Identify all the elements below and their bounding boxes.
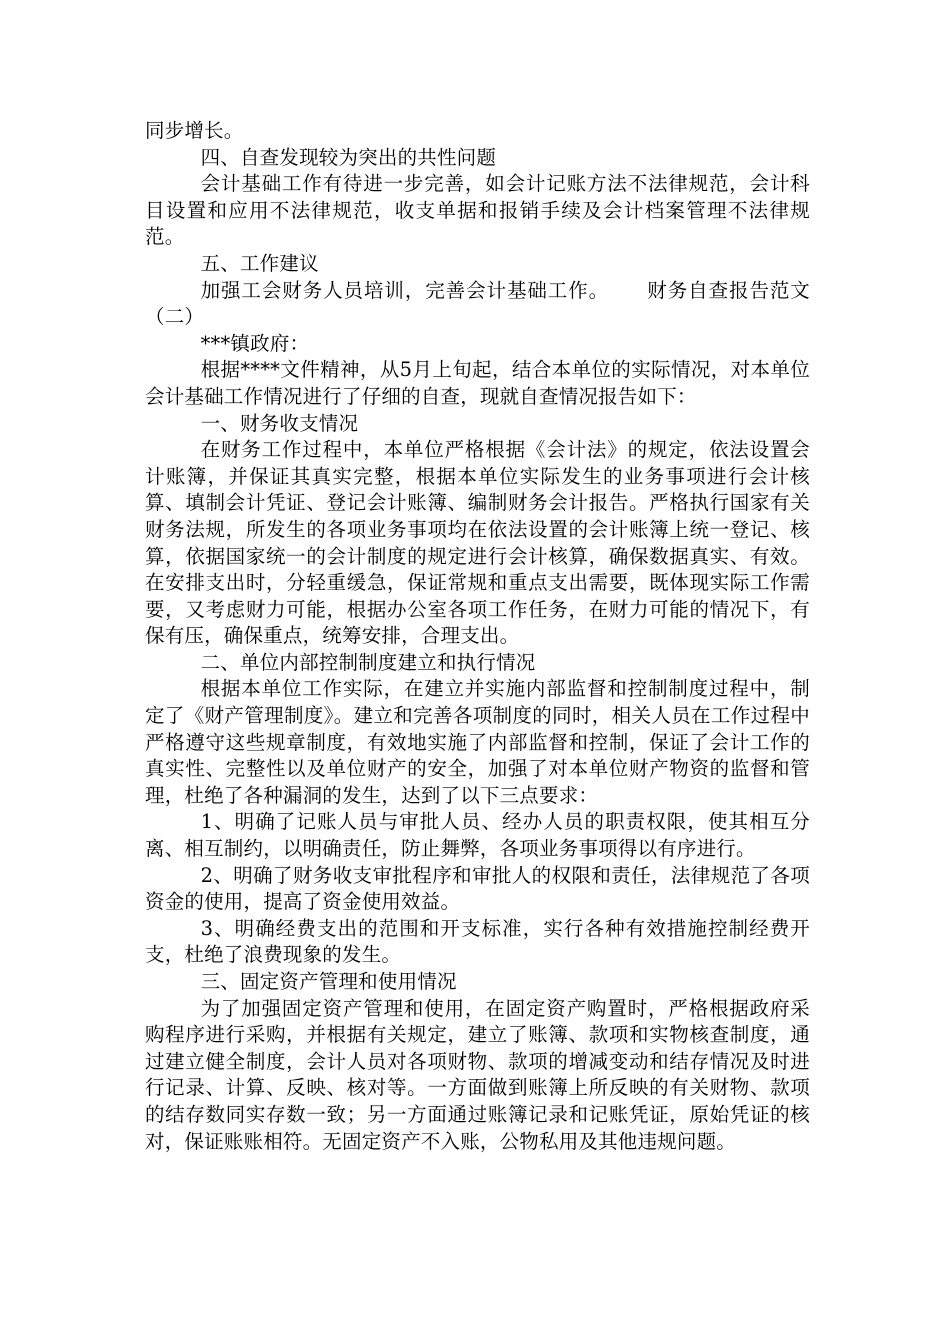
list-item: 2、明确了财务收支审批程序和审批人的权限和责任，法律规范了各项资金的使用，提高了资金使用效益。 [145,863,810,914]
document-page [145,118,810,1155]
section-heading-income-expense: 一、财务收支情况 [200,411,359,435]
paragraph: 加强工会财务人员培训，完善会计基础工作。 财务自查报告范文（二） [145,278,810,329]
section-heading-suggestions: 五、工作建议 [200,251,319,275]
paragraph-continuation: 同步增长。 [145,119,244,142]
paragraph: 会计基础工作有待进一步完善，如会计记账方法不法律规范，会计科目设置和应用不法律规范，收支单据和报销手续及会计档案管理不法律规范。 [145,172,810,249]
paragraph: 在财务工作过程中，本单位严格根据《会计法》的规定，依法设置会计账簿，并保证其真实完整，根据本单位实际发生的业务事项进行会计核算、填制会计凭证、登记会计账簿、编制财务会计报告。严格执行国家有关财务法规，所发生的各项业务事项均在依法设置的会计账簿上统一登记、核算，依据国家统一的会计制度的规定进行会计核算，确保数据真实、有效。在安排支出时，分轻重缓急，保证常规和重点支出需要，既体现实际工作需要，又考虑财力可能，根据办公室各项工作任务，在财力可能的情况下，有保有压，确保重点，统筹安排，合理支出。 [145,438,810,648]
paragraph: 根据本单位工作实际，在建立并实施内部监督和控制制度过程中，制定了《财产管理制度》。建立和完善各项制度的同时，相关人员在工作过程中严格遵守这些规章制度，有效地实施了内部监督和控制，保证了会计工作的真实性、完整性以及单位财产的安全，加强了对本单位财产物资的监督和管理，杜绝了各种漏洞的发生，达到了以下三点要求： [145,677,810,807]
salutation: ***镇政府： [200,331,310,355]
paragraph: 为了加强固定资产管理和使用，在固定资产购置时，严格根据政府采购程序进行采购，并根据有关规定，建立了账簿、款项和实物核查制度，通过建立健全制度，会计人员对各项财物、款项的增减变动和结存情况及时进行记录、计算、反映、核对等。一方面做到账簿上所反映的有关财物、款项的结存数同实存数一致；另一方面通过账簿记录和记账凭证，原始凭证的核对，保证账账相符。无固定资产不入账，公物私用及其他违规问题。 [145,996,810,1153]
list-item: 3、明确经费支出的范围和开支标准，实行各种有效措施控制经费开支，杜绝了浪费现象的发生。 [145,916,810,967]
paragraph: 根据****文件精神，从5月上旬起，结合本单位的实际情况，对本单位会计基础工作情况进行了仔细的自查，现就自查情况报告如下： [145,358,810,408]
list-item: 1、明确了记账人员与审批人员、经办人员的职责权限，使其相互分离、相互制约，以明确责任，防止舞弊，各项业务事项得以有序进行。 [145,810,810,861]
section-heading-internal-control: 二、单位内部控制制度建立和执行情况 [200,650,536,674]
section-heading-fixed-assets: 三、固定资产管理和使用情况 [200,970,457,993]
section-heading-common-issues: 四、自查发现较为突出的共性问题 [200,145,497,169]
